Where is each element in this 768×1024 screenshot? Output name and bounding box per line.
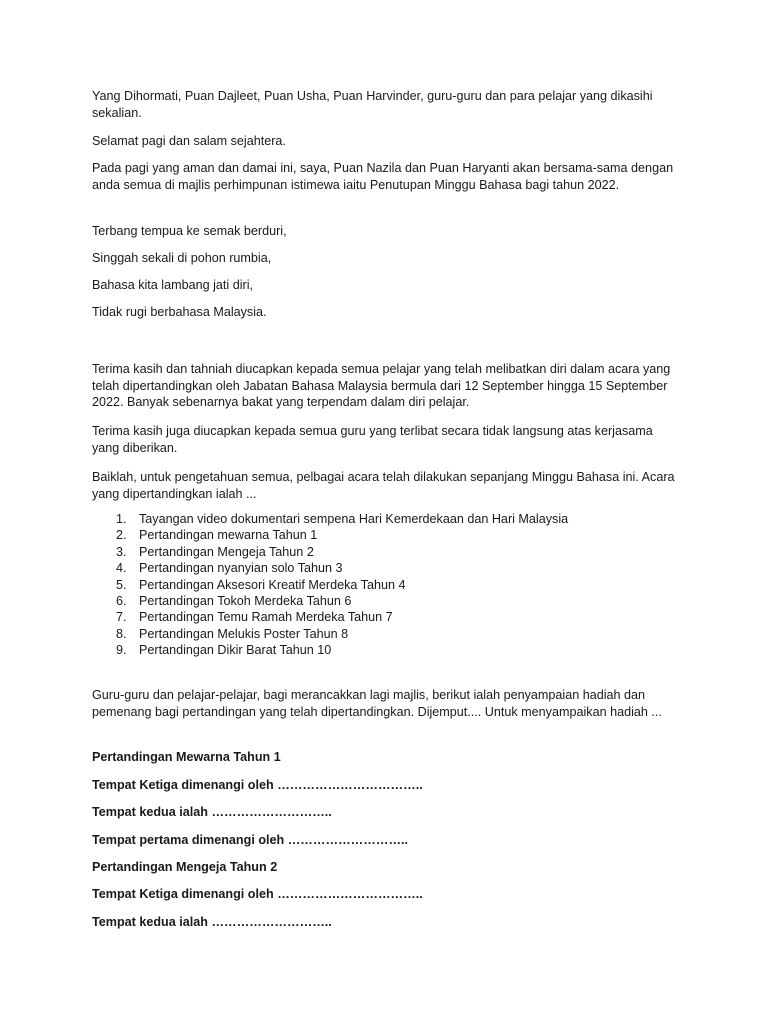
list-item: [92, 511, 682, 527]
list-item-number: 7.: [116, 610, 127, 625]
list-item: [92, 577, 682, 593]
winner-line: Tempat Ketiga dimenangi oleh ……………………………..: [92, 887, 423, 901]
list-item-text: Pertandingan Temu Ramah Merdeka Tahun 7: [139, 610, 393, 625]
events-list: [92, 511, 682, 659]
pantun-line: Terbang tempua ke semak berduri,: [92, 224, 287, 238]
thanks-students-paragraph: Terima kasih dan tahniah diucapkan kepada semua pelajar yang telah melibatkan diri dalam acara yang telah dipertandingkan oleh Jabatan Bahasa Malaysia bermula dari 12 September hingga 15 September 2022. Banyak sebenarnya bakat yang terpendam dalam diri pelajar.: [92, 362, 671, 409]
list-item: [92, 544, 682, 560]
section-heading: Pertandingan Mengeja Tahun 2: [92, 860, 278, 874]
winner-line: Tempat kedua ialah ………………………..: [92, 805, 332, 819]
list-item: [92, 626, 682, 642]
thanks-teachers-paragraph: Terima kasih juga diucapkan kepada semua guru yang terlibat secara tidak langsung atas kerjasama yang diberikan.: [92, 424, 653, 455]
prize-intro-paragraph: Guru-guru dan pelajar-pelajar, bagi merancakkan lagi majlis, berikut ialah penyampaian hadiah dan pemenang bagi pertandingan yang telah dipertandingkan. Dijemput.... Untuk menyampaikan hadiah ...: [92, 688, 662, 719]
list-item-number: 3.: [116, 544, 127, 559]
list-item: [92, 609, 682, 625]
list-item: [92, 560, 682, 576]
events-intro-paragraph: Baiklah, untuk pengetahuan semua, pelbagai acara telah dilakukan sepanjang Minggu Bahasa ini. Acara yang dipertandingkan ialah ...: [92, 470, 675, 501]
list-item-text: Pertandingan nyanyian solo Tahun 3: [139, 561, 343, 576]
list-item-text: Pertandingan Mengeja Tahun 2: [139, 544, 314, 559]
list-item-number: 5.: [116, 577, 127, 592]
list-item-number: 8.: [116, 626, 127, 641]
list-item-text: Pertandingan Aksesori Kreatif Merdeka Tahun 4: [139, 577, 406, 592]
list-item-text: Pertandingan mewarna Tahun 1: [139, 528, 318, 543]
list-item-text: Pertandingan Dikir Barat Tahun 10: [139, 643, 332, 658]
list-item-number: 1.: [116, 512, 127, 526]
greeting-paragraph: Yang Dihormati, Puan Dajleet, Puan Usha, Puan Harvinder, guru-guru dan para pelajar yang dikasihi sekalian.: [92, 89, 653, 120]
list-item-number: 6.: [116, 593, 127, 608]
list-item-text: Pertandingan Tokoh Merdeka Tahun 6: [139, 593, 352, 608]
list-item-number: 9.: [116, 643, 127, 658]
list-item-number: 4.: [116, 561, 127, 576]
list-item: [92, 642, 682, 658]
list-item: [92, 593, 682, 609]
winner-line: Tempat pertama dimenangi oleh ………………………..: [92, 833, 409, 847]
salutation-paragraph: Selamat pagi dan salam sejahtera.: [92, 134, 286, 148]
winner-line: Tempat kedua ialah ………………………..: [92, 915, 332, 929]
pantun-line: Bahasa kita lambang jati diri,: [92, 278, 254, 292]
section-heading: Pertandingan Mewarna Tahun 1: [92, 750, 281, 764]
pantun-line: Tidak rugi berbahasa Malaysia.: [92, 305, 267, 319]
pantun-line: Singgah sekali di pohon rumbia,: [92, 251, 272, 265]
intro-paragraph: Pada pagi yang aman dan damai ini, saya, Puan Nazila dan Puan Haryanti akan bersama-sama dengan anda semua di majlis perhimpunan istimewa iaitu Penutupan Minggu Bahasa bagi tahun 2022.: [92, 161, 674, 192]
winner-line: Tempat Ketiga dimenangi oleh ……………………………..: [92, 778, 423, 792]
list-item-text: Tayangan video dokumentari sempena Hari Kemerdekaan dan Hari Malaysia: [139, 512, 569, 526]
list-item-text: Pertandingan Melukis Poster Tahun 8: [139, 626, 349, 641]
list-item-number: 2.: [116, 528, 127, 543]
list-item: [92, 527, 682, 543]
